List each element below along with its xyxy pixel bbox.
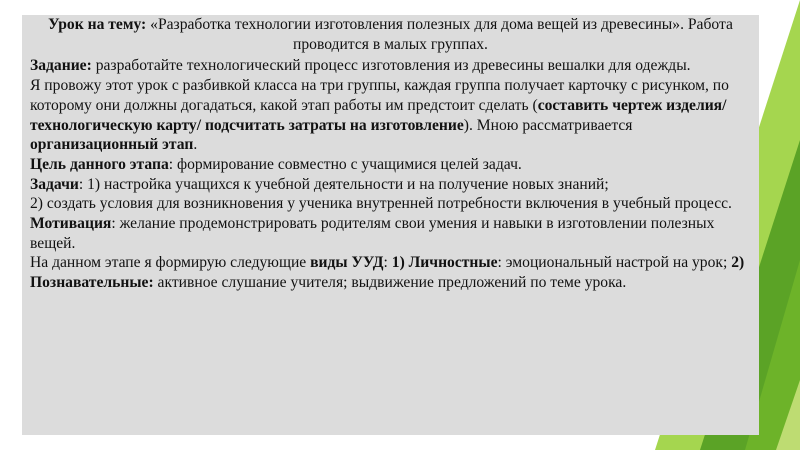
tasks-item2-paragraph — [30, 194, 751, 214]
tasks-item2: 2) создать условия для возникновения у ученика внутренней потребности включения в учебный процесс. — [30, 195, 732, 213]
motivation-label: Мотивация — [30, 215, 112, 233]
uud-types-label: виды УУД — [310, 254, 384, 272]
title-text: «Разработка технологии изготовления полезных для дома вещей из древесины». Работа проводится в малых группах. — [146, 16, 733, 53]
uud-cognitive-text: активное слушание учителя; выдвижение предложений по теме урока. — [153, 274, 627, 292]
uud-personal-text: : эмоциональный настрой на урок; — [497, 254, 732, 272]
text-box — [22, 15, 759, 435]
goal-paragraph — [30, 155, 751, 175]
goal-label: Цель данного этапа — [30, 155, 169, 173]
method-text: Я провожу этот урок с разбивкой класса на три группы, каждая группа получает карточку с рисунком, по которому они должны догадаться, какой этап работы им предстоит сделать ( — [30, 77, 729, 114]
uud-sep: : — [383, 254, 392, 272]
uud-cognitive-label: 2) Познавательные: — [30, 254, 745, 292]
uud-personal-label: 1) Личностные — [391, 254, 498, 272]
motivation-text: : желание продемонстрировать родителям свои умения и навыки в изготовлении полезных вещей. — [30, 215, 715, 252]
goal-text: : формирование совместно с учащимися целей задач. — [168, 155, 522, 173]
tasks-item1: : 1) настройка учащихся к учебной деятельности и на получение новых знаний; — [78, 175, 609, 193]
method-bold-stage: организационный этап — [30, 136, 194, 154]
motivation-paragraph — [30, 214, 751, 253]
uud-paragraph — [30, 253, 751, 292]
task-label: Задание: — [30, 57, 92, 75]
task-paragraph — [30, 56, 751, 76]
method-bold-tasks: составить чертеж изделия/ технологическую карту/ подсчитать затраты на изготовление — [30, 96, 727, 134]
method-paragraph — [30, 76, 751, 155]
title-lead: Урок на тему: — [48, 16, 147, 33]
tasks-label: Задачи — [30, 175, 79, 193]
slide-title — [30, 15, 751, 54]
method-end: . — [193, 136, 198, 154]
uud-intro: На данном этапе я формирую следующие — [30, 254, 311, 272]
tasks-paragraph — [30, 175, 751, 195]
method-middle: ). Мною рассматривается — [463, 116, 633, 134]
task-text: разработайте технологический процесс изготовления из древесины вешалки для одежды. — [91, 57, 691, 75]
